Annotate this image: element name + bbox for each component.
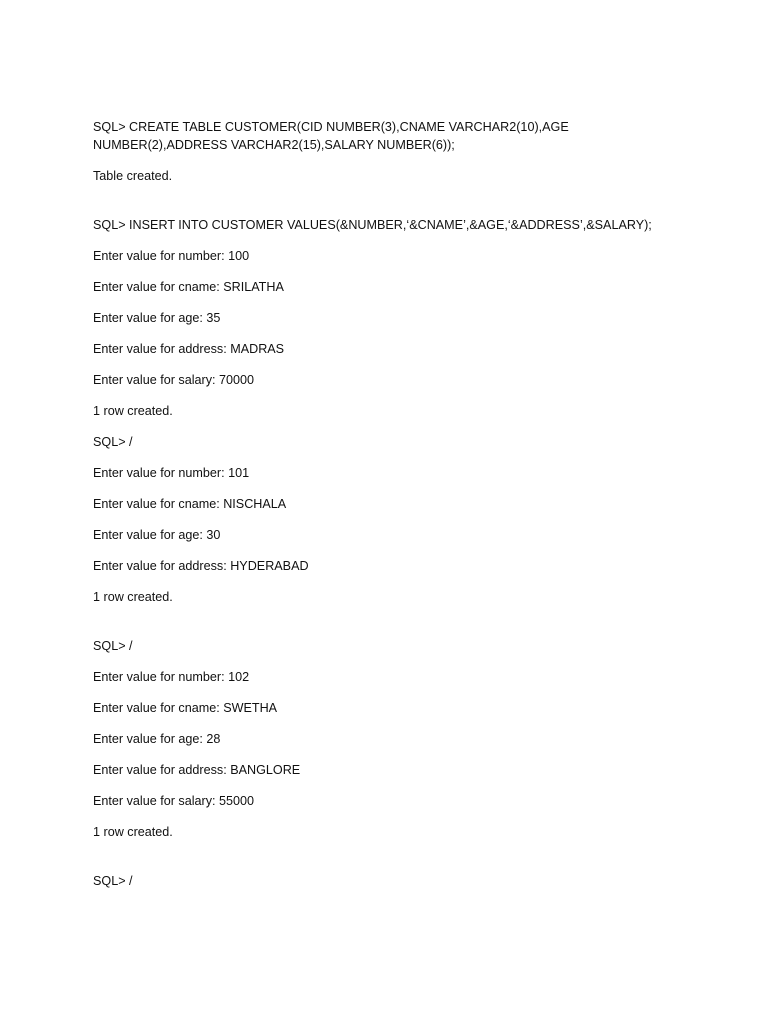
prompt-salary-line: Enter value for salary: 70000: [93, 373, 255, 387]
document-page: [93, 118, 683, 903]
sql-repeat-command: SQL> /: [93, 874, 133, 888]
sql-repeat-command: SQL> /: [93, 639, 133, 653]
prompt-number-line: Enter value for number: 100: [93, 249, 250, 263]
sql-create-table-command: SQL> CREATE TABLE CUSTOMER(CID NUMBER(3),CNAME VARCHAR2(10),AGE NUMBER(2),ADDRESS VARCHAR2(15),SALARY NUMBER(6));: [93, 120, 573, 152]
prompt-salary-line: Enter value for salary: 55000: [93, 794, 255, 808]
row-created-message: 1 row created.: [93, 590, 173, 604]
blank-line: [93, 198, 683, 216]
row-created-message: 1 row created.: [93, 404, 173, 418]
blank-line: [93, 619, 683, 637]
prompt-cname-line: Enter value for cname: SRILATHA: [93, 280, 284, 294]
table-created-message: Table created.: [93, 169, 173, 183]
sql-repeat-command: SQL> /: [93, 435, 133, 449]
prompt-age-line: Enter value for age: 28: [93, 732, 221, 746]
blank-line: [93, 854, 683, 872]
prompt-address-line: Enter value for address: BANGLORE: [93, 763, 301, 777]
prompt-cname-line: Enter value for cname: SWETHA: [93, 701, 278, 715]
prompt-address-line: Enter value for address: MADRAS: [93, 342, 285, 356]
sql-insert-command: SQL> INSERT INTO CUSTOMER VALUES(&NUMBER,‘&CNAME’,&AGE,‘&ADDRESS’,&SALARY);: [93, 218, 652, 232]
prompt-age-line: Enter value for age: 30: [93, 528, 221, 542]
prompt-number-line: Enter value for number: 102: [93, 670, 250, 684]
prompt-age-line: Enter value for age: 35: [93, 311, 221, 325]
prompt-number-line: Enter value for number: 101: [93, 466, 250, 480]
row-created-message: 1 row created.: [93, 825, 173, 839]
prompt-cname-line: Enter value for cname: NISCHALA: [93, 497, 287, 511]
prompt-address-line: Enter value for address: HYDERABAD: [93, 559, 309, 573]
